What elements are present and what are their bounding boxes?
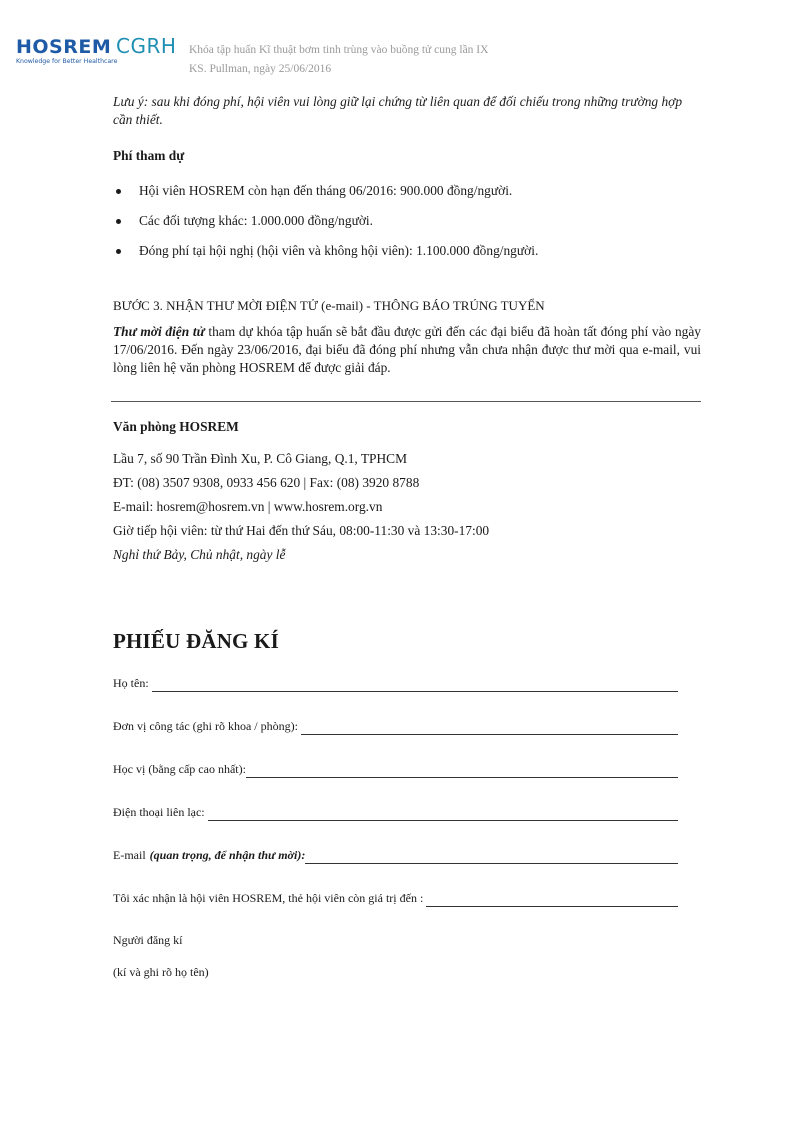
name-label: Họ tên: — [113, 676, 149, 690]
degree-field[interactable] — [113, 760, 678, 778]
office-email: E-mail: hosrem@hosrem.vn | www.hosrem.org.vn — [113, 499, 383, 514]
office-hours: Giờ tiếp hội viên: từ thứ Hai đến thứ Sáu, 08:00-11:30 và 13:30-17:00 — [113, 523, 490, 538]
member-label: Tôi xác nhận là hội viên HOSREM, thẻ hội viên còn giá trị đến : — [113, 891, 424, 905]
payment-note: Lưu ý: sau khi đóng phí, hội viên vui lòng giữ lại chứng từ liên quan để đối chiếu trong những trường hợp cần thiết. — [113, 94, 683, 127]
step3-lead: Thư mời điện tử — [113, 324, 205, 339]
unit-field[interactable] — [113, 717, 678, 735]
name-field[interactable] — [113, 674, 678, 692]
step3-text: tham dự khóa tập huấn sẽ bắt đầu được gửi đến các đại biểu đã hoàn tất đóng phí vào ngày 17/06/2016. Đến ngày 23/06/2016, đại biểu đã đóng phí nhưng vẫn chưa nhận được thư mời qua e-mail, vui lòng liên hệ văn phòng HOSREM để được giải đáp. — [113, 324, 701, 375]
hosrem-logo-text: HOSREM — [16, 36, 112, 58]
hosrem-logo-tagline: Knowledge for Better Healthcare — [16, 58, 118, 65]
office-closed: Nghỉ thứ Bảy, Chủ nhật, ngày lễ — [113, 547, 286, 562]
email-line[interactable] — [305, 852, 678, 864]
office-title: Văn phòng HOSREM — [113, 419, 239, 434]
header-venue-date: KS. Pullman, ngày 25/06/2016 — [189, 63, 332, 75]
header-text — [189, 41, 488, 79]
office-address: Lầu 7, số 90 Trần Đình Xu, P. Cô Giang, Q.1, TPHCM — [113, 451, 408, 466]
email-label: E-mail — [113, 848, 146, 862]
cgrh-logo-text: CGRH — [116, 34, 177, 58]
fee-item-other: Các đối tượng khác: 1.000.000 đồng/người. — [113, 212, 701, 230]
phone-line[interactable] — [208, 809, 678, 821]
phone-field[interactable] — [113, 803, 678, 821]
degree-line[interactable] — [246, 766, 678, 778]
unit-label: Đơn vị công tác (ghi rõ khoa / phòng): — [113, 719, 298, 733]
hosrem-logo — [16, 36, 116, 65]
registrant-label: Người đăng kí — [113, 933, 183, 947]
fee-title: Phí tham dự — [113, 148, 185, 163]
name-line[interactable] — [152, 680, 678, 692]
office-info — [113, 418, 701, 564]
email-field[interactable] — [113, 846, 678, 864]
header-course-title: Khóa tập huấn Kĩ thuật bơm tinh trùng vào buồng tử cung lần IX — [189, 44, 489, 56]
degree-label: Học vị (bằng cấp cao nhất): — [113, 762, 246, 776]
fee-item-member: Hội viên HOSREM còn hạn đến tháng 06/2016: 900.000 đồng/người. — [113, 182, 701, 200]
email-label-note: (quan trọng, để nhận thư mời): — [149, 848, 306, 862]
form-title: PHIẾU ĐĂNG KÍ — [113, 629, 279, 653]
signature-note: (kí và ghi rõ họ tên) — [113, 965, 209, 979]
fee-item-onsite: Đóng phí tại hội nghị (hội viên và không hội viên): 1.100.000 đồng/người. — [113, 242, 701, 260]
step3-body — [113, 323, 701, 377]
section-divider — [111, 401, 701, 402]
main-content — [113, 93, 701, 981]
office-phone: ĐT: (08) 3507 9308, 0933 456 620 | Fax: (08) 3920 8788 — [113, 475, 420, 490]
fee-list — [113, 182, 701, 260]
step3-title: BƯỚC 3. NHẬN THƯ MỜI ĐIỆN TỬ (e-mail) - THÔNG BÁO TRÚNG TUYỂN — [113, 298, 545, 313]
member-line[interactable] — [426, 895, 678, 907]
phone-label: Điện thoại liên lạc: — [113, 805, 205, 819]
member-field[interactable] — [113, 889, 678, 907]
cgrh-logo — [116, 34, 176, 58]
unit-line[interactable] — [301, 723, 678, 735]
